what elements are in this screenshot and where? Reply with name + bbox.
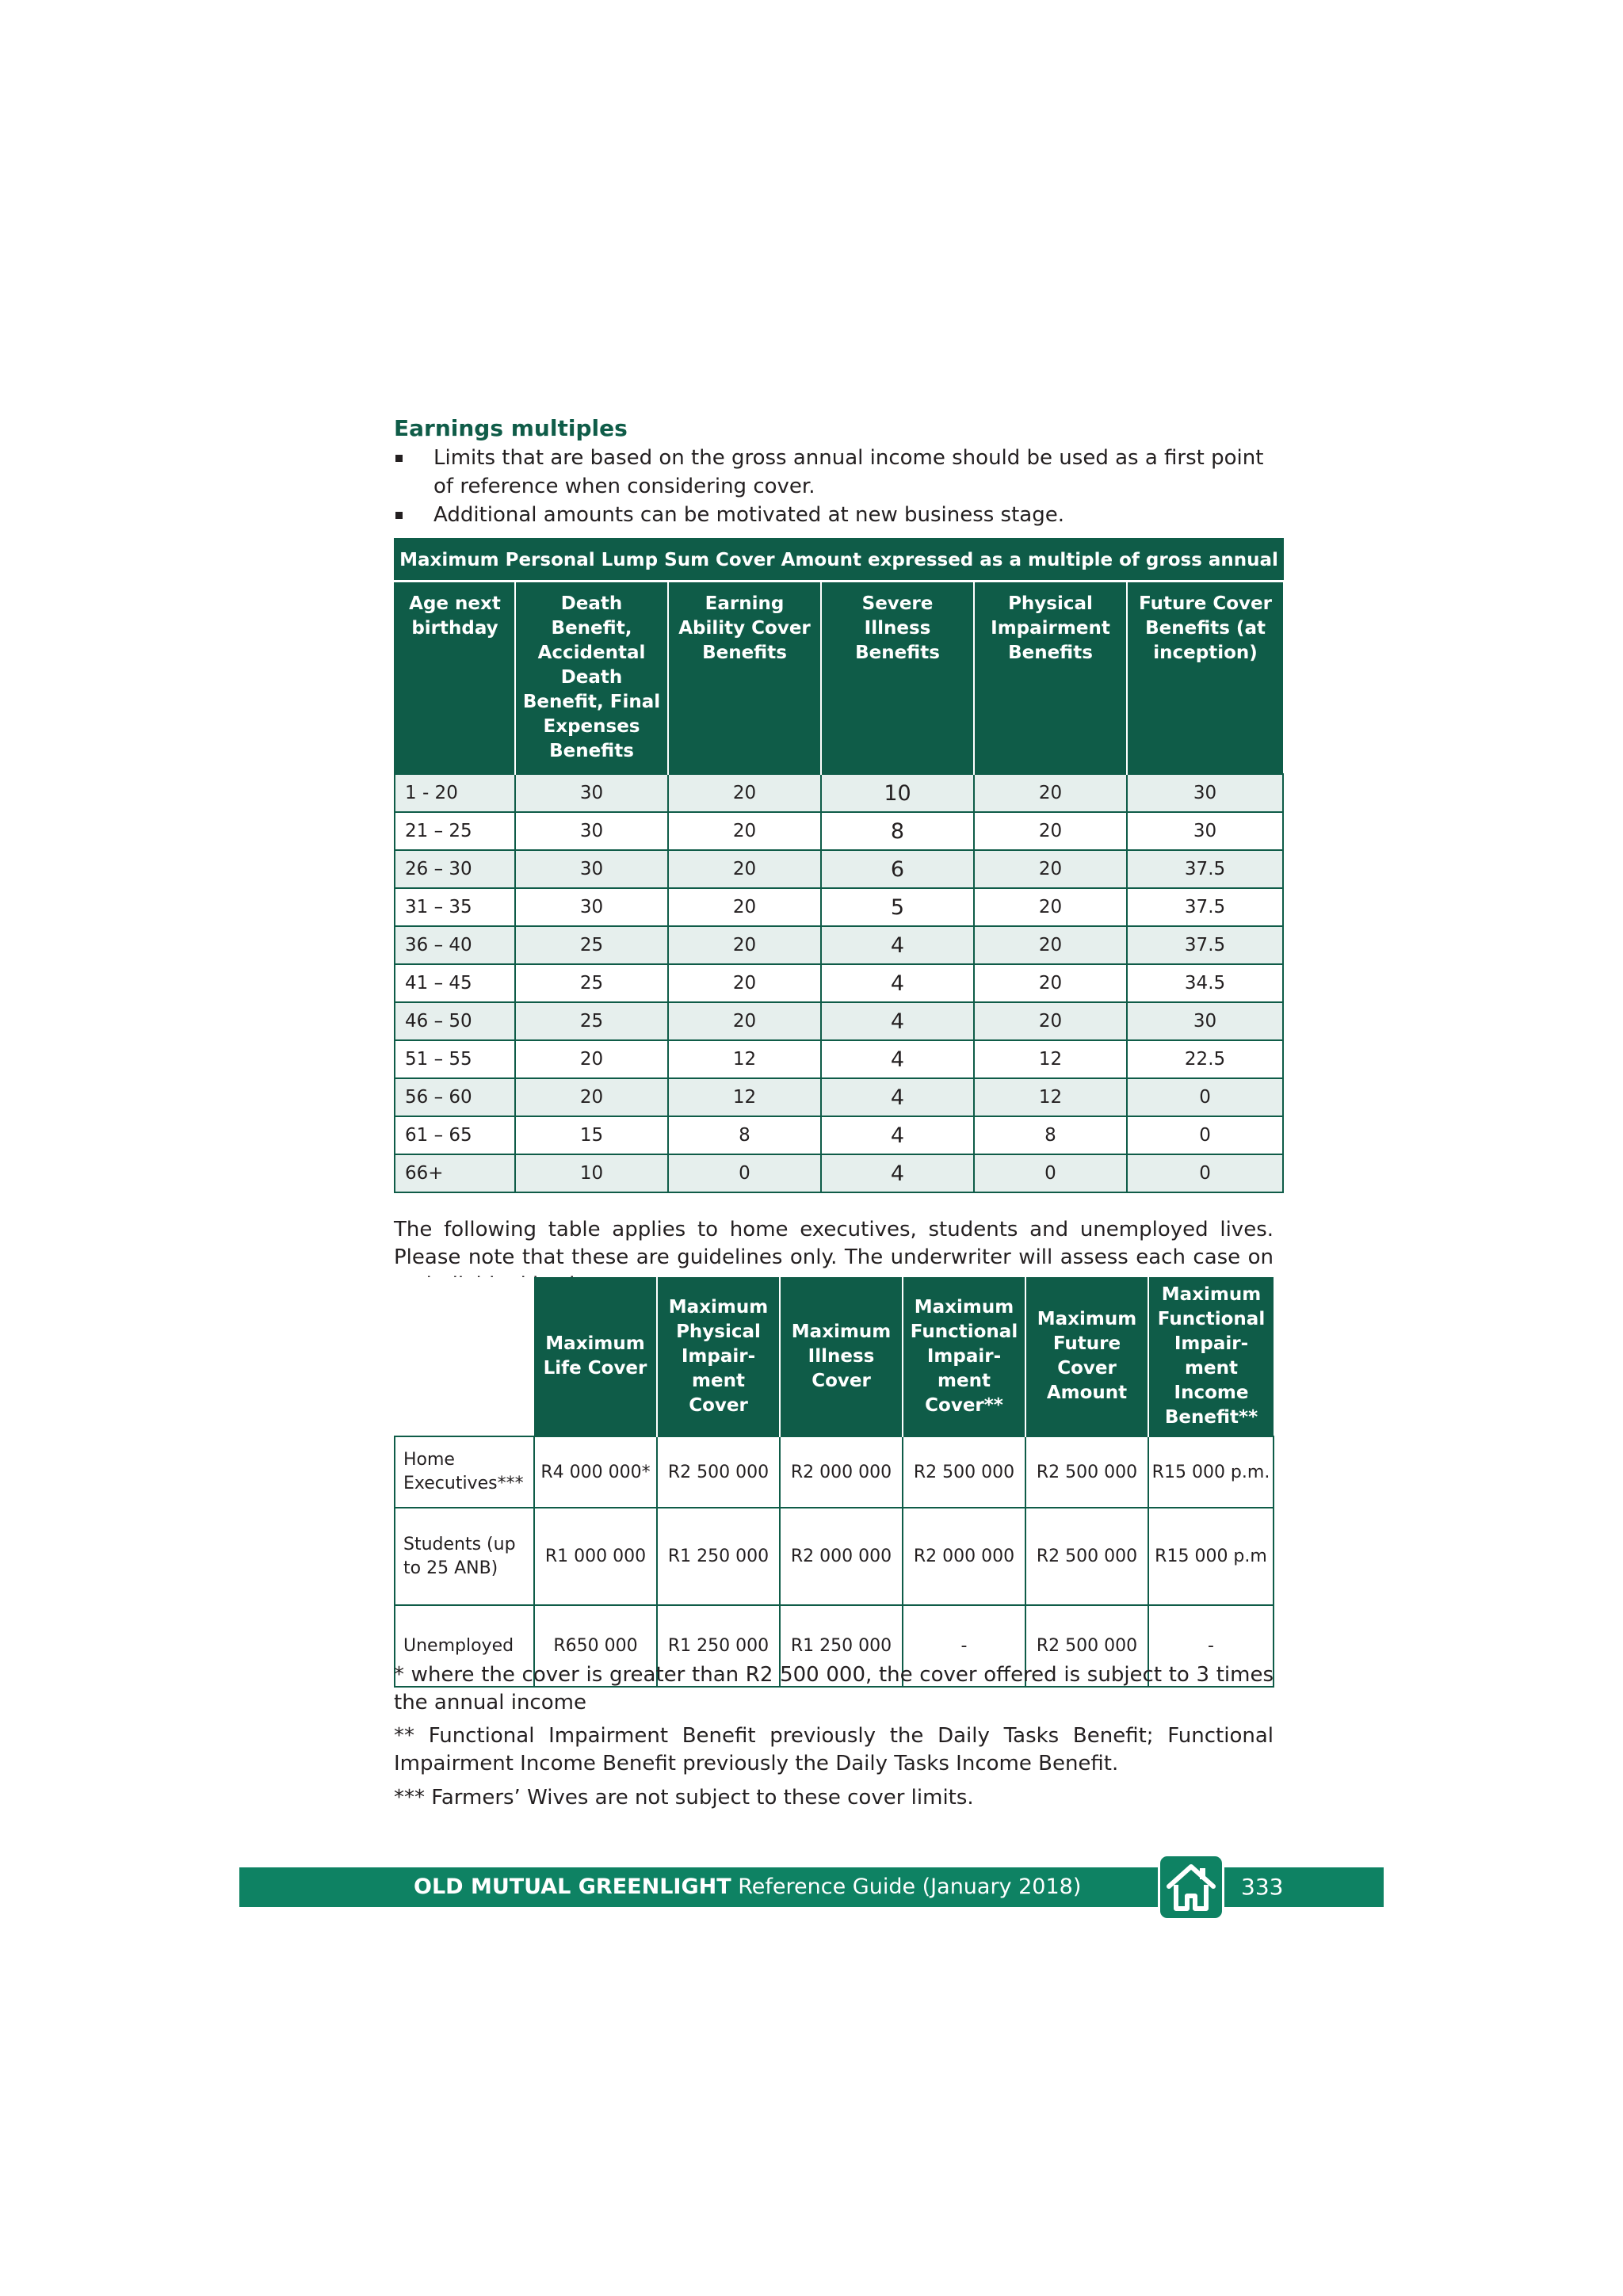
row-label: Home Executives***: [395, 1436, 534, 1508]
table-cell: 46 – 50: [395, 1002, 515, 1040]
table-cell: 10: [515, 1154, 668, 1192]
page-number: 333: [1241, 1874, 1284, 1900]
table-cell: R1 000 000: [534, 1508, 657, 1605]
table-cell: R2 500 000: [1025, 1605, 1148, 1687]
table-row: [395, 1508, 1274, 1605]
table-cell: 61 – 65: [395, 1116, 515, 1154]
table-cell: R2 000 000: [780, 1508, 903, 1605]
home-button[interactable]: [1158, 1854, 1224, 1920]
table-cell: R2 000 000: [780, 1436, 903, 1508]
footnote: *** Farmers’ Wives are not subject to these cover limits.: [394, 1786, 974, 1810]
table-cell: 12: [974, 1040, 1127, 1078]
section-heading: Earnings multiples: [394, 415, 628, 441]
column-header: Death Benefit, Accidental Death Benefit, Final Expenses Benefits: [515, 582, 668, 775]
table-cell: 0: [668, 1154, 821, 1192]
table-cell: 25: [515, 1002, 668, 1040]
table-cell: 20: [668, 888, 821, 926]
table-cell: 6: [821, 850, 974, 888]
table-cell: 8: [974, 1116, 1127, 1154]
table-cell: 15: [515, 1116, 668, 1154]
table-row: [395, 1078, 1283, 1116]
table-row: [395, 964, 1283, 1002]
table-cell: 8: [821, 812, 974, 850]
table-cell: 4: [821, 1116, 974, 1154]
footer-title: [414, 1867, 1081, 1907]
table-cell: 12: [668, 1040, 821, 1078]
table-row: [395, 1154, 1283, 1192]
list-item: Limits that are based on the gross annual income should be used as a first point of reference when considering cover.: [394, 444, 1285, 501]
table-cell: 20: [668, 926, 821, 964]
column-header: Maximum Life Cover: [534, 1277, 657, 1436]
table-cell: 30: [515, 774, 668, 812]
table-cell: R2 500 000: [1025, 1436, 1148, 1508]
table-cell: 8: [668, 1116, 821, 1154]
row-label: Students (up to 25 ANB): [395, 1508, 534, 1605]
intro-paragraph: The following table applies to home executives, students and unemployed lives. Please note that these are guidelines only. The underwriter will assess each case on: [394, 1218, 1274, 1269]
table-cell: 20: [974, 812, 1127, 850]
table-cell: 0: [1127, 1078, 1283, 1116]
column-header: Physical Impairment Benefits: [974, 582, 1127, 775]
table-cell: 5: [821, 888, 974, 926]
table-cell: 0: [1127, 1154, 1283, 1192]
list-item: Additional amounts can be motivated at new business stage.: [394, 501, 1285, 529]
table-cell: R2 500 000: [657, 1436, 780, 1508]
table-cell: R2 000 000: [903, 1508, 1025, 1605]
column-header: Maximum Illness Cover: [780, 1277, 903, 1436]
table-cell: 20: [515, 1040, 668, 1078]
table-cell: R4 000 000*: [534, 1436, 657, 1508]
table-cell: 56 – 60: [395, 1078, 515, 1116]
lives-table: [394, 1277, 1274, 1688]
table-cell: R1 250 000: [657, 1508, 780, 1605]
table-cell: 20: [974, 774, 1127, 812]
table-title: Maximum Personal Lump Sum Cover Amount expressed as a multiple of gross annual: [395, 539, 1283, 582]
table-cell: 4: [821, 1002, 974, 1040]
table-cell: 30: [1127, 774, 1283, 812]
table-row: [395, 888, 1283, 926]
table-row: [395, 1436, 1274, 1508]
table-row: [395, 774, 1283, 812]
table-row: [395, 1002, 1283, 1040]
footer-subtitle: Reference Guide (January 2018): [738, 1875, 1082, 1899]
table-cell: 37.5: [1127, 926, 1283, 964]
table-cell: 0: [974, 1154, 1127, 1192]
table-cell: R2 500 000: [903, 1436, 1025, 1508]
table-cell: 20: [515, 1078, 668, 1116]
table-cell: 36 – 40: [395, 926, 515, 964]
multiples-table: [394, 538, 1284, 1193]
footer-brand: OLD MUTUAL GREENLIGHT: [414, 1875, 731, 1899]
header-blank-cell: [395, 1277, 534, 1436]
column-header: Maximum Physical Impair- ment Cover: [657, 1277, 780, 1436]
table-cell: 12: [668, 1078, 821, 1116]
bullet-square-icon: [395, 455, 403, 462]
table-cell: 37.5: [1127, 850, 1283, 888]
bullet-list: [394, 444, 1285, 529]
table-cell: 20: [668, 812, 821, 850]
table-cell: 34.5: [1127, 964, 1283, 1002]
footnote: * where the cover is greater than R2 500 000, the cover offered is subject to 3 times the annual income: [394, 1663, 1274, 1714]
table-cell: 25: [515, 926, 668, 964]
table-cell: 30: [515, 850, 668, 888]
table-cell: 31 – 35: [395, 888, 515, 926]
table-cell: R15 000 p.m.: [1148, 1436, 1274, 1508]
bullet-square-icon: [395, 512, 403, 519]
column-header: Future Cover Benefits (at inception): [1127, 582, 1283, 775]
table-cell: 0: [1127, 1116, 1283, 1154]
table-cell: R650 000: [534, 1605, 657, 1687]
table-cell: R1 250 000: [657, 1605, 780, 1687]
table-cell: 20: [974, 964, 1127, 1002]
table-cell: 30: [1127, 1002, 1283, 1040]
table-cell: -: [903, 1605, 1025, 1687]
table-cell: 12: [974, 1078, 1127, 1116]
table-cell: -: [1148, 1605, 1274, 1687]
table-cell: 20: [974, 888, 1127, 926]
table-cell: 30: [515, 888, 668, 926]
footnote: ** Functional Impairment Benefit previously the Daily Tasks Benefit; Functional Impairment Income Benefit previously the Daily Tasks Income Benefit.: [394, 1724, 1274, 1775]
table-row: [395, 926, 1283, 964]
table-cell: 4: [821, 964, 974, 1002]
column-header: Earning Ability Cover Benefits: [668, 582, 821, 775]
column-header: Severe Illness Benefits: [821, 582, 974, 775]
home-icon: [1160, 1856, 1222, 1918]
table-cell: R15 000 p.m: [1148, 1508, 1274, 1605]
column-header: Maximum Future Cover Amount: [1025, 1277, 1148, 1436]
table-cell: 20: [668, 964, 821, 1002]
table-cell: 66+: [395, 1154, 515, 1192]
table-cell: 4: [821, 1154, 974, 1192]
table-cell: 20: [668, 850, 821, 888]
table-cell: 30: [1127, 812, 1283, 850]
column-header: Maximum Functional Impair- ment Cover**: [903, 1277, 1025, 1436]
table-row: [395, 850, 1283, 888]
table-cell: 21 – 25: [395, 812, 515, 850]
table-cell: 20: [974, 850, 1127, 888]
table-cell: 30: [515, 812, 668, 850]
table-cell: 20: [668, 774, 821, 812]
table-cell: 20: [974, 926, 1127, 964]
table-cell: 1 - 20: [395, 774, 515, 812]
table-cell: 20: [974, 1002, 1127, 1040]
row-label: Unemployed: [395, 1605, 534, 1687]
table-cell: 51 – 55: [395, 1040, 515, 1078]
table-cell: R1 250 000: [780, 1605, 903, 1687]
table-row: [395, 1116, 1283, 1154]
table-cell: 25: [515, 964, 668, 1002]
column-header: Age next birthday: [395, 582, 515, 775]
table-cell: 20: [668, 1002, 821, 1040]
table-cell: 41 – 45: [395, 964, 515, 1002]
table-cell: 26 – 30: [395, 850, 515, 888]
column-header: Maximum Functional Impair- ment Income Benefit**: [1148, 1277, 1274, 1436]
table-cell: 22.5: [1127, 1040, 1283, 1078]
table-row: [395, 812, 1283, 850]
table-cell: 10: [821, 774, 974, 812]
table-cell: 4: [821, 1078, 974, 1116]
table-cell: 4: [821, 1040, 974, 1078]
table-cell: 4: [821, 926, 974, 964]
table-cell: 37.5: [1127, 888, 1283, 926]
table-cell: R2 500 000: [1025, 1508, 1148, 1605]
table-row: [395, 1040, 1283, 1078]
